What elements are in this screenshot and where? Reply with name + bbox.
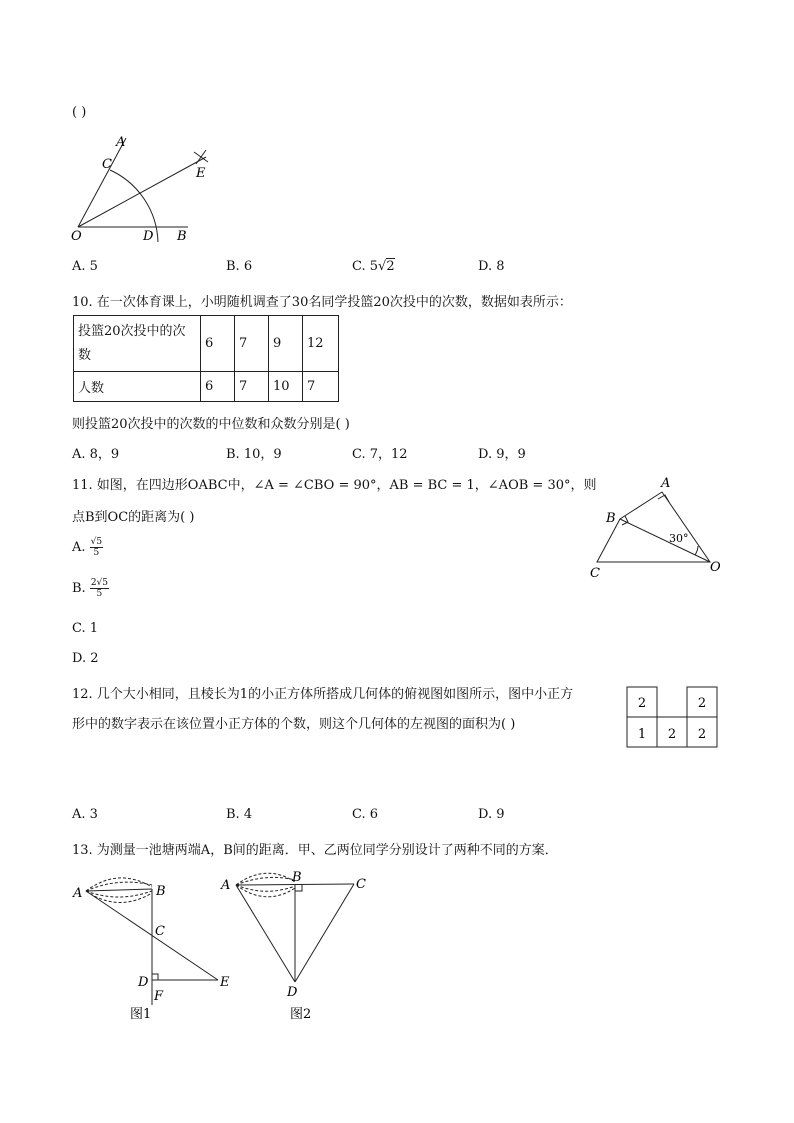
q11-label-a: A (661, 476, 671, 491)
fraction-numerator: 2√5 (90, 578, 109, 588)
q11-angle-label: 30° (669, 532, 689, 545)
q10-header-cell (74, 316, 201, 372)
q9-label-a: A (116, 135, 126, 150)
q11-stem-line2: 点B到OC的距离为( ) (72, 510, 195, 525)
q13-fig2-caption: 图2 (290, 1007, 312, 1022)
q9-label-d: D (143, 229, 154, 244)
q11-option-b-prefix: B. (72, 581, 86, 596)
q9-label-b: B (177, 229, 187, 244)
q13-fig1-label-c: C (155, 924, 165, 939)
q13-fig1-label-d: D (138, 975, 149, 990)
q11-option-b[interactable] (72, 578, 109, 599)
grid-cell: 1 (637, 727, 647, 742)
q12-option-d[interactable]: D. 9 (478, 807, 505, 822)
grid-cell: 2 (697, 727, 707, 742)
table-cell: 9 (269, 316, 303, 372)
q12-stem-line2: 形中的数字表示在该位置小正方体的个数，则这个几何体的左视图的面积为( ) (72, 717, 516, 732)
q10-option-b[interactable]: B. 10，9 (226, 447, 282, 462)
q11-option-a-prefix: A. (72, 540, 86, 555)
q10-row2-header: 人数 (74, 372, 201, 402)
q9-option-a[interactable]: A. 5 (72, 259, 98, 274)
q10-option-a[interactable]: A. 8，9 (72, 447, 120, 462)
q13-fig2-label-a: A (221, 878, 231, 893)
q12-stem-line1: 12. 几个大小相同，且棱长为1的小正方体所搭成几何体的俯视图如图所示，图中小正方 (72, 687, 574, 702)
q10-question: 则投篮20次投中的次数的中位数和众数分别是( ) (72, 417, 350, 432)
q9-answer-blank: ( ) (72, 105, 87, 120)
q13-figure-1 (68, 865, 238, 1025)
q10-header-line1: 投篮20次投中的次 (78, 323, 186, 339)
q13-fig1-label-b: B (156, 884, 166, 899)
fraction-numerator: √5 (90, 537, 103, 547)
q12-option-c[interactable]: C. 6 (352, 807, 379, 822)
q13-fig2-label-c: C (356, 877, 366, 892)
q9-label-c: C (102, 157, 112, 172)
fraction-denominator: 5 (93, 548, 100, 558)
q13-fig1-label-e: E (220, 975, 230, 990)
q9-label-e: E (196, 166, 206, 181)
q11-option-c[interactable]: C. 1 (72, 621, 99, 636)
grid-cell: 2 (637, 696, 647, 711)
grid-cell: 2 (667, 727, 677, 742)
q9-figure (66, 130, 226, 245)
fraction-denominator: 5 (96, 589, 103, 599)
sqrt-icon: √ (378, 259, 387, 274)
q11-label-b: B (606, 511, 616, 526)
q13-stem: 13. 为测量一池塘两端A，B间的距离．甲、乙两位同学分别设计了两种不同的方案． (72, 843, 558, 858)
grid-cell: 2 (697, 696, 707, 711)
table-cell: 6 (201, 372, 235, 402)
q9-option-c[interactable] (352, 259, 395, 274)
q11-label-c: C (590, 566, 600, 581)
q10-data-table (73, 315, 339, 402)
q9-label-o: O (71, 229, 82, 244)
table-cell: 7 (303, 372, 339, 402)
q11-option-a-fraction (90, 537, 103, 558)
q11-figure (585, 472, 725, 582)
q13-fig1-label-a: A (73, 886, 83, 901)
table-cell: 10 (269, 372, 303, 402)
q9-option-c-prefix: C. 5 (352, 259, 379, 274)
q13-fig2-label-d: D (287, 985, 298, 1000)
q11-stem-line1: 11. 如图，在四边形OABC中，∠A = ∠CBO = 90°，AB = BC = 1，∠AOB = 30°，则 (72, 478, 597, 493)
q11-label-o: O (710, 560, 721, 575)
q10-option-c[interactable]: C. 7，12 (352, 447, 408, 462)
q10-stem: 10. 在一次体育课上，小明随机调查了30名同学投篮20次投中的次数，数据如表所示： (72, 295, 572, 310)
table-cell: 12 (303, 316, 339, 372)
table-cell: 6 (201, 316, 235, 372)
q13-fig1-label-f: F (154, 989, 164, 1004)
q9-option-c-radicand: 2 (386, 259, 395, 274)
q13-figure-2 (218, 865, 378, 1025)
q11-option-a[interactable] (72, 537, 103, 558)
table-cell: 7 (235, 372, 269, 402)
q12-top-view-grid (625, 684, 721, 750)
q9-option-d[interactable]: D. 8 (478, 259, 505, 274)
q13-fig2-label-b: B (292, 870, 302, 885)
q11-option-b-fraction (90, 578, 109, 599)
q12-option-a[interactable]: A. 3 (72, 807, 98, 822)
q11-option-d[interactable]: D. 2 (72, 651, 99, 666)
table-cell: 7 (235, 316, 269, 372)
q13-fig1-caption: 图1 (130, 1007, 152, 1022)
q10-header-line2: 数 (78, 347, 92, 363)
q10-option-d[interactable]: D. 9，9 (478, 447, 526, 462)
q12-option-b[interactable]: B. 4 (226, 807, 253, 822)
q9-option-b[interactable]: B. 6 (226, 259, 253, 274)
